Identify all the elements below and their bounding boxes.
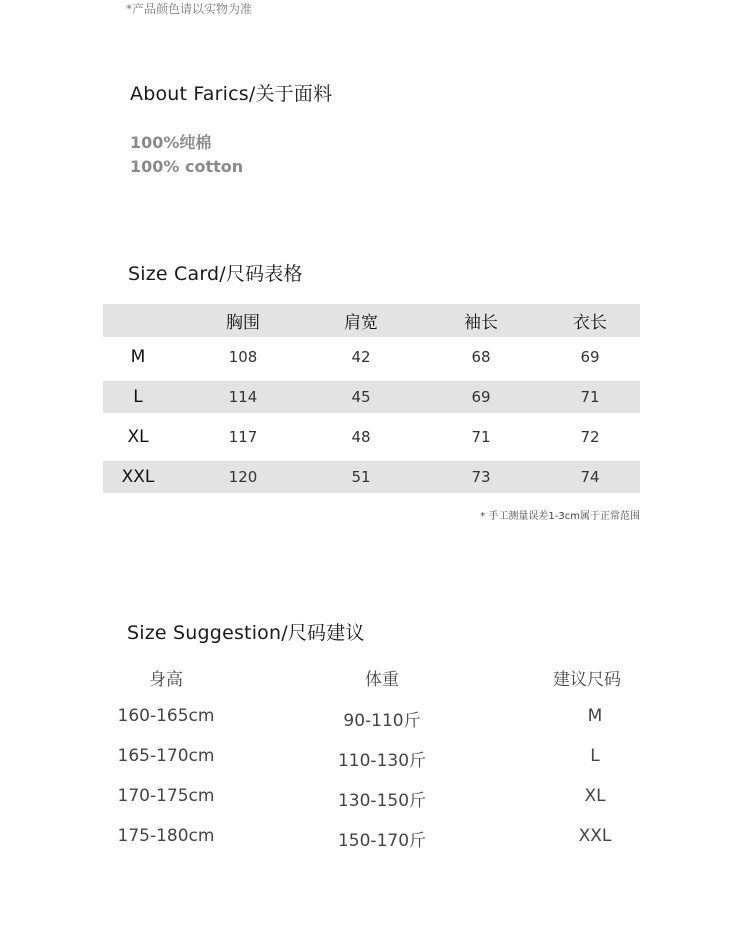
table-row: [103, 381, 640, 413]
fabric-line-cn: 100%纯棉: [130, 133, 212, 152]
length-value: 69: [580, 348, 600, 366]
length-value: 72: [580, 428, 600, 446]
size-label: M: [130, 347, 146, 367]
weight-value: 130-150斤: [337, 791, 427, 811]
header-length: 衣长: [573, 313, 607, 333]
suggested-size: XL: [584, 786, 606, 806]
suggested-size: L: [590, 746, 600, 766]
chest-value: 117: [228, 428, 258, 446]
size-label: XXL: [121, 467, 155, 487]
height-value: 165-170cm: [117, 746, 215, 766]
chest-value: 108: [228, 348, 258, 366]
chest-value: 114: [228, 388, 258, 406]
length-value: 71: [580, 388, 600, 406]
sleeve-value: 68: [471, 348, 491, 366]
fabric-title: About Farics/关于面料: [130, 83, 333, 105]
size-table-header-row: [103, 304, 640, 337]
sleeve-value: 73: [471, 468, 491, 486]
header-shoulder: 肩宽: [344, 313, 378, 333]
weight-value: 90-110斤: [343, 711, 421, 731]
header-weight: 体重: [365, 670, 399, 690]
sleeve-value: 69: [471, 388, 491, 406]
size-label: L: [133, 387, 143, 407]
height-value: 160-165cm: [117, 706, 215, 726]
height-value: 175-180cm: [117, 826, 215, 846]
size-label: XL: [127, 427, 149, 447]
shoulder-value: 51: [351, 468, 371, 486]
shoulder-value: 48: [351, 428, 371, 446]
chest-value: 120: [228, 468, 258, 486]
size-card-table: [103, 304, 640, 497]
size-suggestion-title: Size Suggestion/尺码建议: [127, 622, 365, 644]
header-sleeve: 袖长: [464, 313, 498, 333]
header-suggested-size: 建议尺码: [553, 670, 621, 690]
table-row: [103, 461, 640, 493]
shoulder-value: 45: [351, 388, 371, 406]
measurement-note: * 手工测量误差1-3cm属于正常范围: [480, 511, 640, 522]
weight-value: 150-170斤: [337, 831, 427, 851]
color-disclaimer: *产品颜色请以实物为准: [126, 2, 253, 16]
length-value: 74: [580, 468, 600, 486]
header-size: [103, 304, 173, 337]
weight-value: 110-130斤: [337, 751, 427, 771]
header-height: 身高: [149, 670, 183, 690]
suggested-size: XXL: [578, 826, 612, 846]
height-value: 170-175cm: [117, 786, 215, 806]
shoulder-value: 42: [351, 348, 371, 366]
table-row: [103, 337, 640, 377]
table-row: [103, 417, 640, 457]
header-chest: 胸围: [226, 313, 260, 333]
suggested-size: M: [587, 706, 603, 726]
size-card-title: Size Card/尺码表格: [128, 263, 303, 285]
fabric-line-en: 100% cotton: [130, 157, 244, 176]
sleeve-value: 71: [471, 428, 491, 446]
